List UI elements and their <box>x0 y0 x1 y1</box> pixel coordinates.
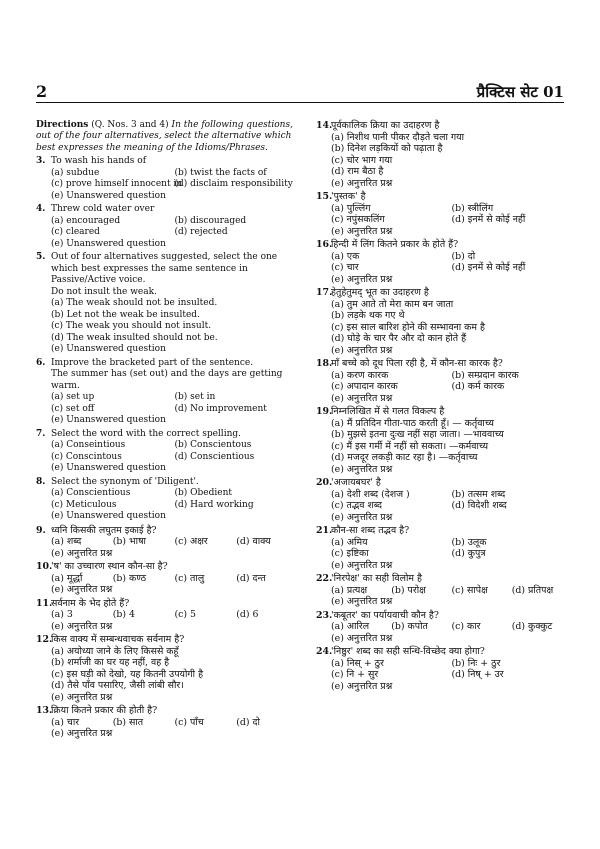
option-b: (b) Conscientous <box>174 440 252 451</box>
option-d: (d) कर्म कारक <box>451 381 505 392</box>
question-sentence: The summer has (set out) and the days are getting warm. <box>51 369 283 391</box>
option-d: (d) Hard working <box>174 499 254 510</box>
option-a: (a) Conscientious <box>51 488 131 499</box>
question-text: Out of four alternatives suggested, select the one which best expresses the same sentence in Passive/Active voice. <box>51 252 278 286</box>
question-number: 18. <box>316 358 333 369</box>
option-a: (a) 3 <box>51 609 73 621</box>
directions-qnos: (Q. Nos. 3 and 4) <box>91 120 169 130</box>
option-b: (b) निः + ठुर <box>451 657 501 669</box>
question-text: पूर्वकालिक क्रिया का उदाहरण है <box>331 120 440 131</box>
question-number: 20. <box>316 477 333 488</box>
question-12 <box>36 634 298 703</box>
option-d: (d) 6 <box>236 609 259 621</box>
option-b: (b) शर्माजी का घर यह नहीं, वह है <box>51 657 170 669</box>
question-text: Select the synonym of 'Diligent'. <box>51 476 199 487</box>
option-e: (e) अनुत्तरित प्रश्न <box>331 225 393 237</box>
option-d: (d) Conscientious <box>174 451 255 462</box>
question-text: 'अजायबघर' है <box>331 477 381 488</box>
question-text: 'पुस्तक' है <box>331 191 366 202</box>
option-list <box>331 299 572 357</box>
option-d: (d) राम बैठा है <box>331 166 384 177</box>
page-number: 2 <box>36 82 48 101</box>
option-c: (c) अक्षर <box>174 536 208 548</box>
option-a: (a) शब्द <box>51 536 82 548</box>
option-c: (c) सापेक्ष <box>451 584 488 596</box>
option-list <box>51 646 298 704</box>
question-10 <box>36 561 298 596</box>
question-8 <box>36 477 298 523</box>
option-e: (e) अनुत्तरित प्रश्न <box>331 596 393 607</box>
option-a: (a) अमिय <box>331 536 368 548</box>
option-c: (c) The weak you should not insult. <box>51 321 212 332</box>
question-text: माँ बच्चे को दूध पिला रही है, में कौन-सा कारक है? <box>331 358 503 369</box>
question-14 <box>316 120 572 189</box>
option-b: (b) set in <box>174 392 216 403</box>
question-text: किस वाक्य में सम्बन्धवाचक सर्वनाम है? <box>51 634 185 646</box>
option-d: (d) निष् + उर <box>451 669 504 680</box>
option-d: (d) वाक्य <box>236 536 271 548</box>
option-c: (c) इस घड़ी को देखो, यह कितनी उपयोगी है <box>51 668 204 680</box>
question-number: 12. <box>36 634 53 646</box>
right-column <box>316 120 572 694</box>
option-d: (d) घोड़े के चार पैर और दो कान होते हैं <box>331 333 467 344</box>
option-list <box>331 418 572 476</box>
option-a: (a) set up <box>51 392 95 403</box>
option-e: (e) Unanswered question <box>51 511 166 522</box>
question-number: 8. <box>36 476 46 487</box>
option-b: (b) भाषा <box>112 536 146 548</box>
option-b: (b) सम्प्रदान कारक <box>451 369 519 381</box>
option-c: (c) तद्भव शब्द <box>331 500 382 511</box>
option-c: (c) नपुंसकलिंग <box>331 214 385 225</box>
option-d: (d) इनमें से कोई नहीं <box>451 214 526 225</box>
option-b: (b) मुझसे इतना दुःख नहीं सहा जाता। —भाववाच्य <box>331 429 504 440</box>
option-e: (e) Unanswered question <box>51 344 166 355</box>
question-number: 13. <box>36 705 53 717</box>
question-22 <box>316 573 572 608</box>
option-b: (b) twist the facts of <box>174 167 267 178</box>
option-b: (b) discouraged <box>174 215 247 226</box>
question-text: To wash his hands of <box>51 156 147 167</box>
question-number: 3. <box>36 156 46 167</box>
option-a: (a) subdue <box>51 167 100 178</box>
option-list <box>331 489 572 524</box>
option-a: (a) करण कारक <box>331 369 389 381</box>
option-e: (e) अनुत्तरित प्रश्न <box>331 680 393 692</box>
option-list <box>331 621 572 644</box>
option-c: (c) चार <box>331 262 359 273</box>
question-text: कौन-सा शब्द तद्भव है? <box>331 525 410 536</box>
question-number: 10. <box>36 561 53 573</box>
option-list <box>331 658 572 693</box>
option-b: (b) दिनेश लड़कियों को पढ़ाता है <box>331 143 443 154</box>
option-b: (b) दो <box>451 250 476 262</box>
option-c: (c) cleared <box>51 227 100 238</box>
question-7 <box>36 429 298 475</box>
left-column <box>36 120 298 742</box>
option-c: (c) Conscintous <box>51 451 122 462</box>
option-c: (c) तालु <box>174 572 205 584</box>
question-text: क्रिया कितने प्रकार की होती है? <box>51 705 158 717</box>
question-15 <box>316 191 572 237</box>
option-a: (a) Conseintious <box>51 440 126 451</box>
directions-text: In the following questions, out of the four alternatives, select the alternative which best expresses the meaning of the Idioms/Phrases. <box>36 120 293 153</box>
question-11 <box>36 598 298 633</box>
option-e: (e) अनुत्तरित प्रश्न <box>331 344 393 356</box>
option-e: (e) Unanswered question <box>51 415 166 426</box>
question-20 <box>316 477 572 523</box>
question-6 <box>36 358 298 427</box>
option-c: (c) नि + सुर <box>331 669 379 680</box>
question-24 <box>316 646 572 692</box>
option-e: (e) अनुत्तरित प्रश्न <box>51 547 113 559</box>
option-c: (c) मैं इस गर्मी में नहीं सो सकता। —कर्मवाच्य <box>331 440 489 452</box>
question-text: सर्वनाम के भेद होते हैं? <box>51 597 130 609</box>
option-list <box>331 370 572 405</box>
option-c: (c) set off <box>51 403 95 414</box>
question-sentence: Do not insult the weak. <box>51 286 157 297</box>
option-b: (b) परोक्ष <box>391 584 426 596</box>
question-number: 14. <box>316 120 333 131</box>
option-a: (a) तुम आते तो मेरा काम बन जाता <box>331 298 454 310</box>
question-number: 19. <box>316 406 333 417</box>
question-number: 4. <box>36 204 46 215</box>
option-e: (e) अनुत्तरित प्रश्न <box>331 392 393 404</box>
option-c: (c) 5 <box>174 609 197 621</box>
option-b: (b) तत्सम शब्द <box>451 488 506 500</box>
option-a: (a) मूर्द्धा <box>51 572 83 584</box>
question-5 <box>36 252 298 356</box>
option-a: (a) चार <box>51 716 80 728</box>
option-b: (b) कण्ठ <box>112 572 147 584</box>
right-question-list <box>316 120 572 692</box>
option-a: (a) निशीथ पानी पीकर दौड़ते चला गया <box>331 131 465 143</box>
option-b: (b) कपोत <box>391 621 428 632</box>
question-number: 23. <box>316 609 333 621</box>
option-e: (e) Unanswered question <box>51 463 166 474</box>
option-e: (e) अनुत्तरित प्रश्न <box>331 511 393 523</box>
option-b: (b) Let not the weak be insulted. <box>51 309 200 320</box>
question-4 <box>36 204 298 250</box>
option-c: (c) चोर भाग गया <box>331 154 393 166</box>
option-b: (b) स्त्रीलिंग <box>451 202 494 214</box>
option-e: (e) Unanswered question <box>51 190 166 201</box>
question-text: हिन्दी में लिंग कितने प्रकार के होते हैं? <box>331 239 459 250</box>
question-number: 7. <box>36 428 46 439</box>
directions-label: Directions <box>36 120 89 130</box>
question-text: Threw cold water over <box>51 204 155 215</box>
option-e: (e) अनुत्तरित प्रश्न <box>51 584 113 596</box>
question-number: 16. <box>316 239 333 250</box>
option-d: (d) दो <box>236 716 260 728</box>
option-d: (d) कुक्कुट <box>511 621 553 632</box>
question-17 <box>316 287 572 356</box>
option-list <box>51 392 298 427</box>
option-d: (d) The weak insulted should not be. <box>51 332 218 343</box>
option-e: (e) अनुत्तरित प्रश्न <box>331 177 393 189</box>
option-d: (d) कुपुत्र <box>451 548 486 559</box>
option-d: (d) प्रतिपक्ष <box>511 584 554 596</box>
question-number: 21. <box>316 525 333 536</box>
option-e: (e) अनुत्तरित प्रश्न <box>331 463 393 475</box>
question-number: 15. <box>316 191 333 202</box>
option-d: (d) मजदूर लकड़ी काट रहा है। —कर्तृवाच्य <box>331 452 478 463</box>
question-text: हेतुहेतुमद् भूत का उदाहरण है <box>331 287 429 298</box>
option-b: (b) लड़के थक गए थे <box>331 310 405 321</box>
option-list <box>51 440 298 475</box>
option-a: (a) निस् + ठुर <box>331 657 384 669</box>
question-number: 6. <box>36 357 46 368</box>
option-list <box>51 536 298 559</box>
option-d: (d) rejected <box>174 227 228 238</box>
option-list <box>51 216 298 251</box>
option-d: (d) विदेशी शब्द <box>451 500 507 511</box>
question-text: Improve the bracketed part of the sentence. <box>51 357 254 368</box>
option-c: (c) इष्टिका <box>331 548 369 559</box>
question-number: 24. <box>316 646 333 657</box>
question-13 <box>36 705 298 740</box>
question-number: 5. <box>36 252 46 263</box>
option-a: (a) एक <box>331 250 360 262</box>
question-9 <box>36 525 298 560</box>
question-text: Select the word with the correct spelling. <box>51 428 241 439</box>
option-a: (a) अयोध्या जाने के लिए किससे कहूँ <box>51 645 179 657</box>
option-e: (e) अनुत्तरित प्रश्न <box>331 273 393 285</box>
option-list <box>331 132 572 190</box>
option-a: (a) मैं प्रतिदिन गीता-पाठ करती हूँ। — कर्तृवाच्य <box>331 417 494 429</box>
option-e: (e) Unanswered question <box>51 238 166 249</box>
question-number: 17. <box>316 287 333 298</box>
option-e: (e) अनुत्तरित प्रश्न <box>51 691 113 703</box>
question-text: 'कबूतर' का पर्यायवाची कौन है? <box>331 609 439 621</box>
page-header <box>36 80 564 103</box>
option-a: (a) The weak should not be insulted. <box>51 298 218 309</box>
question-number: 22. <box>316 573 333 584</box>
question-19 <box>316 406 572 475</box>
option-c: (c) इस साल बारिश होने की सम्भावना कम है <box>331 321 485 333</box>
option-c: (c) पाँच <box>174 716 204 728</box>
option-c: (c) Meticulous <box>51 499 117 510</box>
option-list <box>51 573 298 596</box>
option-a: (a) पुल्लिंग <box>331 202 371 214</box>
option-e: (e) अनुत्तरित प्रश्न <box>331 559 393 571</box>
question-23 <box>316 610 572 645</box>
option-b: (b) उलूक <box>451 536 487 548</box>
option-e: (e) अनुत्तरित प्रश्न <box>51 728 113 740</box>
option-d: (d) disclaim responsibility <box>174 179 293 190</box>
left-question-list <box>36 156 298 740</box>
option-d: (d) दन्त <box>236 572 266 584</box>
practice-set-title: प्रैक्टिस सेट 01 <box>476 83 564 101</box>
question-text: 'निरपेक्ष' का सही विलोम है <box>331 573 422 584</box>
option-e: (e) अनुत्तरित प्रश्न <box>331 632 393 644</box>
option-list <box>331 585 572 608</box>
option-c: (c) अपादान कारक <box>331 381 398 392</box>
question-16 <box>316 239 572 285</box>
option-a: (a) देशी शब्द (देशज ) <box>331 488 410 500</box>
directions-block <box>36 120 298 154</box>
question-text: निम्नलिखित में से गलत विकल्प है <box>331 406 445 417</box>
question-number: 9. <box>36 524 46 536</box>
question-text: ध्वनि किसकी लघुतम इकाई है? <box>51 524 157 536</box>
option-b: (b) Obedient <box>174 488 232 499</box>
question-3 <box>36 156 298 202</box>
question-21 <box>316 525 572 571</box>
option-list <box>51 298 298 356</box>
option-b: (b) 4 <box>112 609 136 621</box>
option-d: (d) इनमें से कोई नहीं <box>451 262 526 273</box>
option-list <box>51 168 298 203</box>
question-18 <box>316 358 572 404</box>
option-d: (d) No improvement <box>174 403 267 414</box>
option-e: (e) अनुत्तरित प्रश्न <box>51 620 113 632</box>
option-d: (d) तैसे पाँव पसारिए, जैसी लांबी सौर। <box>51 680 184 692</box>
option-list <box>51 717 298 740</box>
question-text: 'ष' का उच्चारण स्थान कौन-सा है? <box>51 561 168 573</box>
option-c: (c) कार <box>451 621 481 632</box>
option-list <box>51 488 298 523</box>
option-b: (b) सात <box>112 716 144 728</box>
question-text: 'निष्ठुर' शब्द का सही सन्धि-विच्छेद क्या होगा? <box>331 646 485 657</box>
option-a: (a) encouraged <box>51 215 121 226</box>
question-number: 11. <box>36 597 53 609</box>
option-list <box>331 251 572 286</box>
option-list <box>331 203 572 238</box>
option-c: (c) prove himself innocent in <box>51 179 183 190</box>
option-a: (a) आरिल <box>331 621 370 632</box>
option-list <box>51 609 298 632</box>
option-list <box>331 537 572 572</box>
option-a: (a) प्रत्यक्ष <box>331 584 368 596</box>
